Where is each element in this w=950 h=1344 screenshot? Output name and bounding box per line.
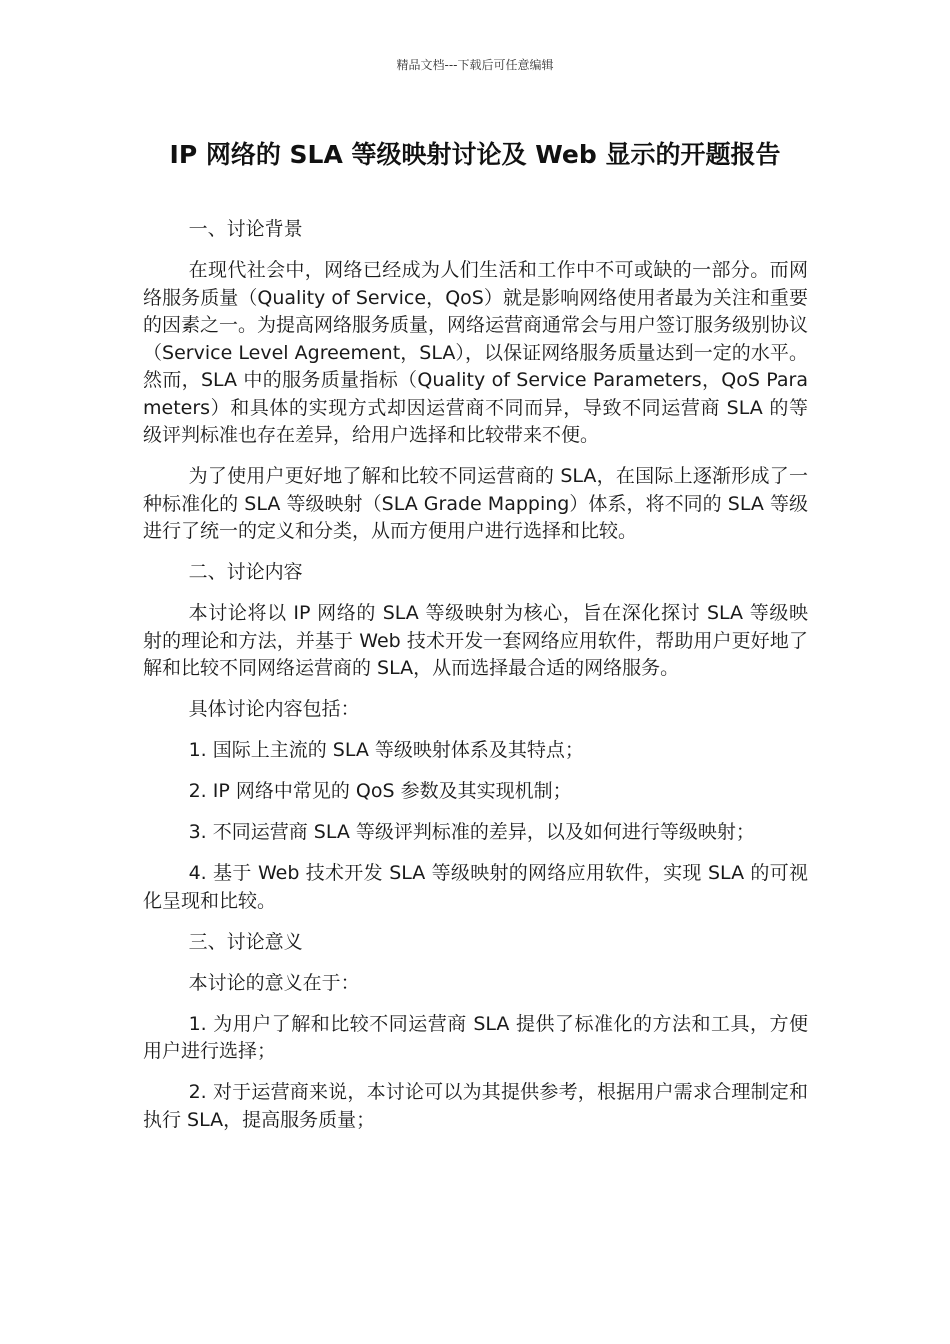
paragraph: 本讨论将以 IP 网络的 SLA 等级映射为核心，旨在深化探讨 SLA 等级映射的理论和方法，并基于 Web 技术开发一套网络应用软件，帮助用户更好地了解和比较不同网络运营商的 SLA，从而选择最合适的网络服务。 (143, 602, 808, 679)
paragraph: 具体讨论内容包括： (188, 698, 360, 720)
list-item: 3. 不同运营商 SLA 等级评判标准的差异，以及如何进行等级映射； (188, 821, 755, 843)
section-heading-content: 二、讨论内容 (188, 561, 303, 583)
paragraph: 本讨论的意义在于： (188, 971, 360, 994)
list-item: 2. IP 网络中常见的 QoS 参数及其实现机制； (188, 780, 572, 802)
document-title: IP 网络的 SLA 等级映射讨论及 Web 显示的开题报告 (169, 140, 781, 169)
list-item: 2. 对于运营商来说，本讨论可以为其提供参考，根据用户需求合理制定和执行 SLA，提高服务质量； (143, 1081, 808, 1131)
list-item: 4. 基于 Web 技术开发 SLA 等级映射的网络应用软件，实现 SLA 的可视化呈现和比较。 (143, 862, 808, 912)
header-note: 精品文档---下载后可任意编辑 (396, 58, 554, 72)
section-heading-background: 一、讨论背景 (188, 218, 303, 240)
list-item: 1. 国际上主流的 SLA 等级映射体系及其特点； (188, 739, 584, 761)
paragraph: 在现代社会中，网络已经成为人们生活和工作中不可或缺的一部分。而网络服务质量（Quality of Service，QoS）就是影响网络使用者最为关注和重要的因素之一。为提高网络服务质量，网络运营商通常会与用户签订服务级别协议（Service Level Agreement，SLA），以保证网络服务质量达到一定的水平。然而，SLA 中的服务质量指标（Quality of Service Parameters，QoS Parameters）和具体的实现方式却因运营商不同而异，导致不同运营商 SLA 的等级评判标准也存在差异，给用户选择和比较带来不便。 (143, 259, 809, 446)
section-heading-significance: 三、讨论意义 (188, 930, 303, 953)
paragraph: 为了使用户更好地了解和比较不同运营商的 SLA，在国际上逐渐形成了一种标准化的 SLA 等级映射（SLA Grade Mapping）体系，将不同的 SLA 等级进行了统一的定义和分类，从而方便用户进行选择和比较。 (143, 465, 808, 542)
document-body (143, 216, 808, 1148)
list-item: 1. 为用户了解和比较不同运营商 SLA 提供了标准化的方法和工具，方便用户进行选择； (143, 1012, 808, 1062)
